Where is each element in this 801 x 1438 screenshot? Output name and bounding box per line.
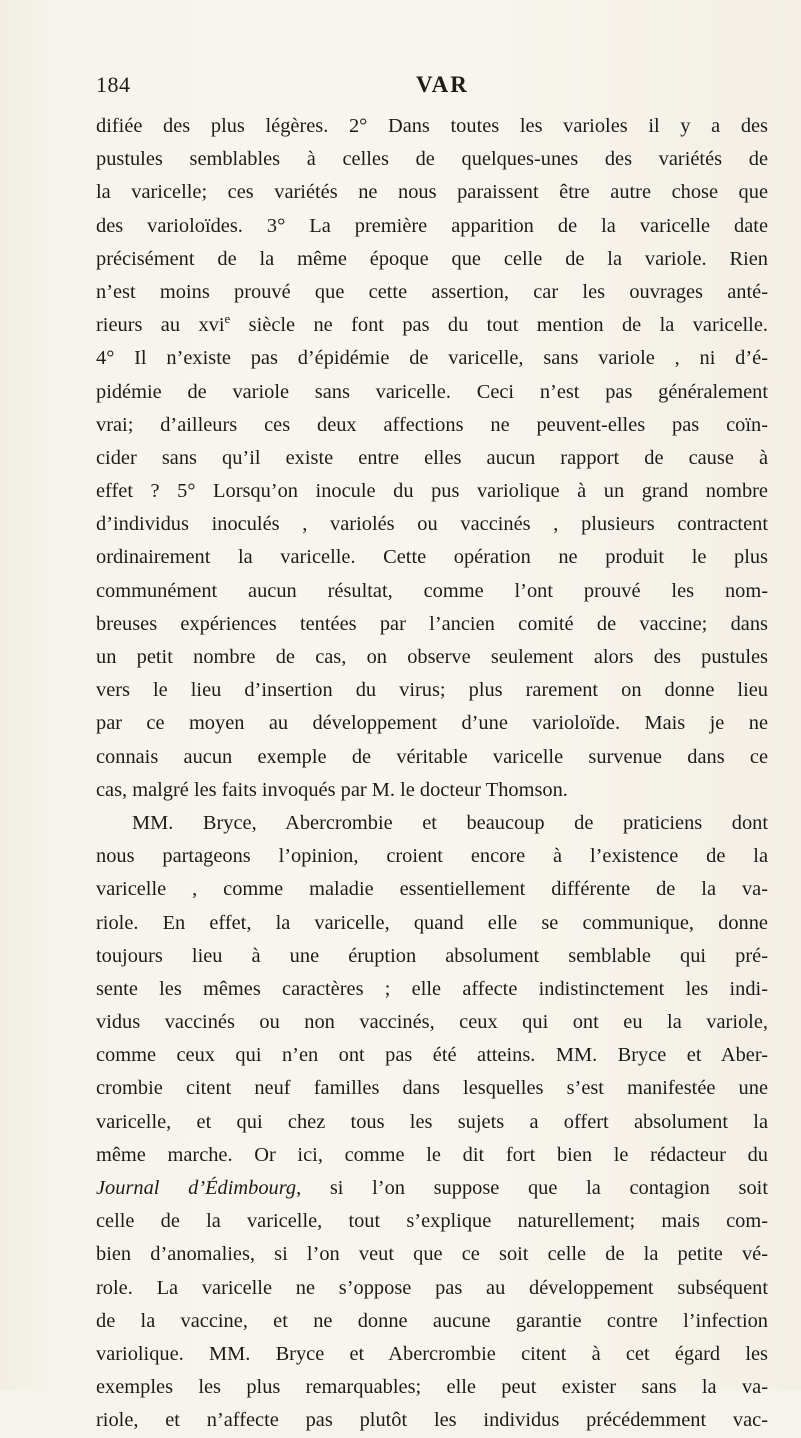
text-line: varicelle, et qui chez tous les sujets a offert absolument la xyxy=(96,1110,768,1133)
text-line: par ce moyen au développement d’une varioloïde. Mais je ne xyxy=(96,712,768,735)
text-line: effet ? 5° Lorsqu’on inocule du pus variolique à un grand nombre xyxy=(96,480,768,503)
journal-title: Journal d’Édimbourg xyxy=(96,1177,297,1199)
text-line: même marche. Or ici, comme le dit fort bien le rédacteur du xyxy=(96,1143,768,1166)
text-span: rieurs au xvi xyxy=(96,314,225,337)
text-line: riole, et n’affecte pas plutôt les individus précédemment vac- xyxy=(96,1409,768,1432)
body-text xyxy=(96,110,768,1438)
text-line: role. La varicelle ne s’oppose pas au développement subséquent xyxy=(96,1276,768,1299)
text-line: vers le lieu d’insertion du virus; plus rarement on donne lieu xyxy=(96,679,768,702)
text-span: , si l’on suppose que la contagion soit xyxy=(296,1177,768,1199)
text-line: cider sans qu’il existe entre elles aucun rapport de cause à xyxy=(96,446,768,469)
text-line: crombie citent neuf familles dans lesquelles s’est manifestée une xyxy=(96,1077,768,1100)
text-span: siècle ne font pas du tout mention de la varicelle. xyxy=(230,314,768,337)
text-line: communément aucun résultat, comme l’ont prouvé les nom- xyxy=(96,579,768,602)
text-line: MM. Bryce, Abercrombie et beaucoup de praticiens dont xyxy=(132,811,768,834)
text-line: n’est moins prouvé que cette assertion, car les ouvrages anté- xyxy=(96,280,768,303)
text-line: 4° Il n’existe pas d’épidémie de varicelle, sans variole , ni d’é- xyxy=(96,347,768,370)
text-line: comme ceux qui n’en ont pas été atteins. MM. Bryce et Aber- xyxy=(96,1044,768,1067)
text-line: variolique. MM. Bryce et Abercrombie citent à cet égard les xyxy=(96,1342,768,1365)
text-line: pidémie de variole sans varicelle. Ceci n’est pas généralement xyxy=(96,380,768,403)
text-line: nous partageons l’opinion, croient encore à l’existence de la xyxy=(96,845,768,868)
text-line: sente les mêmes caractères ; elle affecte indistinctement les indi- xyxy=(96,977,768,1000)
text-line: pustules semblables à celles de quelques-unes des variétés de xyxy=(96,148,768,171)
text-line: toujours lieu à une éruption absolument semblable qui pré- xyxy=(96,944,768,967)
text-line: exemples les plus remarquables; elle peut exister sans la va- xyxy=(96,1376,768,1399)
text-line: bien d’anomalies, si l’on veut que ce soit celle de la petite vé- xyxy=(96,1243,768,1266)
text-line: précisément de la même époque que celle de la variole. Rien xyxy=(96,247,768,270)
text-line: connais aucun exemple de véritable varicelle survenue dans ce xyxy=(96,745,768,768)
running-head: VAR xyxy=(416,72,469,97)
text-line: un petit nombre de cas, on observe seulement alors des pustules xyxy=(96,646,768,668)
text-line: breuses expériences tentées par l’ancien comité de vaccine; dans xyxy=(96,612,768,635)
text-line: celle de la varicelle, tout s’explique naturellement; mais com- xyxy=(96,1210,768,1233)
text-line: ordinairement la varicelle. Cette opération ne produit le plus xyxy=(96,546,768,569)
text-line: difiée des plus légères. 2° Dans toutes les varioles il y a des xyxy=(96,115,768,137)
text-line: des varioloïdes. 3° La première apparition de la varicelle date xyxy=(96,214,768,237)
text-line xyxy=(96,1172,768,1205)
text-line: vidus vaccinés ou non vaccinés, ceux qui ont eu la variole, xyxy=(96,1011,768,1034)
text-line: cas, malgré les faits invoqués par M. le docteur Thomson. xyxy=(96,778,568,801)
text-line: d’individus inoculés , variolés ou vaccinés , plusieurs contractent xyxy=(96,513,768,536)
page-header xyxy=(96,72,756,106)
page-number: 184 xyxy=(96,72,131,97)
text-line: vrai; d’ailleurs ces deux affections ne peuvent-elles pas coïn- xyxy=(96,413,768,436)
text-line xyxy=(96,309,768,342)
text-line: riole. En effet, la varicelle, quand elle se communique, donne xyxy=(96,911,768,934)
text-line: varicelle , comme maladie essentiellement différente de la va- xyxy=(96,878,768,901)
text-line: la varicelle; ces variétés ne nous paraissent être autre chose que xyxy=(96,181,768,204)
superscript: e xyxy=(224,311,231,327)
text-line: de la vaccine, et ne donne aucune garantie contre l’infection xyxy=(96,1309,768,1332)
